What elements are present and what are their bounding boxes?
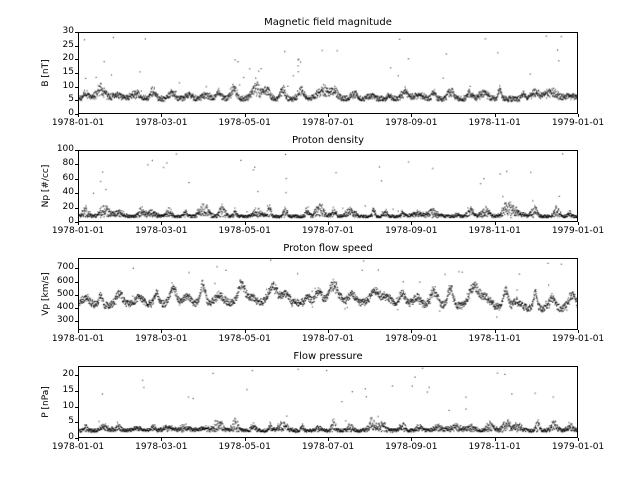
y-tick-mark	[75, 87, 78, 88]
x-tick-mark	[411, 114, 412, 117]
x-tick-mark	[78, 330, 79, 333]
scatter-canvas-0	[79, 33, 577, 113]
y-tick-mark	[75, 391, 78, 392]
y-tick-label: 400	[56, 301, 74, 312]
scatter-canvas-2	[79, 259, 577, 329]
x-tick-mark	[578, 114, 579, 117]
y-tick-label: 100	[56, 144, 74, 154]
x-tick-mark	[161, 330, 162, 333]
scatter-canvas-1	[79, 151, 577, 221]
x-tick-mark	[78, 114, 79, 117]
x-tick-label: 1978-05-01	[218, 442, 271, 452]
x-tick-mark	[161, 438, 162, 441]
y-tick-mark	[75, 407, 78, 408]
y-tick-label: 80	[62, 158, 74, 169]
y-tick-mark	[75, 282, 78, 283]
x-tick-mark	[495, 330, 496, 333]
plot-area	[78, 366, 578, 438]
y-tick-label: 500	[56, 288, 74, 299]
x-tick-label: 1978-11-01	[468, 442, 521, 452]
y-tick-label: 10	[62, 80, 74, 91]
y-tick-label: 30	[62, 26, 74, 36]
y-tick-mark	[75, 208, 78, 209]
x-tick-mark	[245, 114, 246, 117]
y-tick-mark	[75, 32, 78, 33]
x-tick-label: 1978-05-01	[218, 226, 271, 236]
x-tick-mark	[495, 114, 496, 117]
y-tick-label: 20	[62, 201, 74, 212]
y-tick-mark	[75, 268, 78, 269]
y-tick-label: 60	[62, 172, 74, 183]
panel-title: Proton density	[291, 135, 365, 146]
x-tick-label: 1979-01-01	[551, 118, 605, 128]
plot-area	[78, 150, 578, 222]
y-tick-mark	[75, 59, 78, 60]
x-tick-label: 1978-09-01	[385, 118, 438, 128]
y-tick-label: 20	[62, 53, 74, 64]
y-tick-label: 10	[62, 400, 74, 411]
scatter-canvas-3	[79, 367, 577, 437]
x-tick-label: 1978-09-01	[385, 226, 438, 236]
x-tick-label: 1978-09-01	[385, 334, 438, 344]
y-tick-label: 0	[68, 432, 74, 442]
x-tick-mark	[328, 330, 329, 333]
x-tick-mark	[245, 330, 246, 333]
x-tick-label: 1978-07-01	[301, 334, 355, 344]
x-tick-mark	[161, 222, 162, 225]
y-tick-mark	[75, 46, 78, 47]
y-tick-mark	[75, 179, 78, 180]
x-tick-mark	[411, 330, 412, 333]
panel-proton-flow-speed	[78, 243, 578, 330]
x-tick-mark	[411, 438, 412, 441]
y-tick-label: 25	[62, 39, 74, 50]
y-tick-mark	[75, 321, 78, 322]
panel-flow-pressure	[78, 351, 578, 438]
y-tick-mark	[75, 164, 78, 165]
y-tick-label: 15	[62, 385, 74, 396]
x-tick-mark	[328, 114, 329, 117]
y-tick-mark	[75, 295, 78, 296]
plot-area	[78, 32, 578, 114]
y-tick-mark	[75, 375, 78, 376]
y-axis-label: B [nT]	[41, 59, 51, 87]
x-tick-mark	[328, 222, 329, 225]
y-axis-label: Np [#/cc]	[41, 164, 51, 208]
x-tick-mark	[578, 438, 579, 441]
y-tick-mark	[75, 422, 78, 423]
panel-title: Proton flow speed	[283, 243, 373, 254]
x-tick-label: 1978-03-01	[135, 334, 188, 344]
y-tick-label: 5	[68, 416, 74, 427]
x-tick-label: 1978-11-01	[468, 334, 521, 344]
x-tick-label: 1978-11-01	[468, 226, 521, 236]
y-tick-label: 20	[62, 369, 74, 380]
x-tick-label: 1978-03-01	[135, 442, 188, 452]
x-tick-mark	[578, 330, 579, 333]
y-tick-label: 40	[62, 187, 74, 198]
x-tick-label: 1978-07-01	[301, 226, 355, 236]
y-tick-label: 300	[56, 314, 74, 325]
x-tick-mark	[411, 222, 412, 225]
x-tick-mark	[245, 438, 246, 441]
y-axis-label: P [nPa]	[41, 386, 51, 418]
x-tick-mark	[161, 114, 162, 117]
y-tick-label: 5	[68, 94, 74, 105]
y-tick-label: 700	[56, 262, 74, 273]
x-tick-label: 1978-09-01	[385, 442, 438, 452]
x-tick-label: 1978-05-01	[218, 118, 271, 128]
y-tick-mark	[75, 100, 78, 101]
x-tick-label: 1978-11-01	[468, 118, 521, 128]
panel-title: Magnetic field magnitude	[264, 17, 392, 28]
x-tick-label: 1979-01-01	[551, 334, 605, 344]
y-tick-label: 15	[62, 67, 74, 77]
x-tick-label: 1979-01-01	[551, 442, 605, 452]
x-tick-mark	[78, 222, 79, 225]
x-tick-label: 1978-05-01	[218, 334, 271, 344]
x-tick-label: 1978-07-01	[301, 442, 355, 452]
x-tick-label: 1978-01-01	[51, 118, 105, 128]
x-tick-label: 1978-01-01	[51, 442, 105, 452]
y-axis-label: Vp [km/s]	[41, 272, 51, 316]
x-tick-mark	[328, 438, 329, 441]
plot-area	[78, 258, 578, 330]
x-tick-label: 1978-01-01	[51, 226, 105, 236]
panel-magnetic-field-magnitude	[78, 17, 578, 114]
y-tick-label: 600	[56, 275, 74, 286]
y-tick-label: 0	[68, 216, 74, 226]
x-tick-mark	[495, 222, 496, 225]
y-tick-label: 0	[68, 108, 74, 118]
x-tick-label: 1978-07-01	[301, 118, 355, 128]
y-tick-mark	[75, 73, 78, 74]
x-tick-mark	[495, 438, 496, 441]
x-tick-label: 1978-01-01	[51, 334, 105, 344]
y-tick-mark	[75, 150, 78, 151]
x-tick-mark	[245, 222, 246, 225]
x-tick-label: 1978-03-01	[135, 226, 188, 236]
x-tick-mark	[578, 222, 579, 225]
x-tick-label: 1978-03-01	[135, 118, 188, 128]
panel-title: Flow pressure	[293, 351, 363, 362]
y-tick-mark	[75, 308, 78, 309]
panel-proton-density	[78, 135, 578, 222]
y-tick-mark	[75, 193, 78, 194]
x-tick-mark	[78, 438, 79, 441]
x-tick-label: 1979-01-01	[551, 226, 605, 236]
